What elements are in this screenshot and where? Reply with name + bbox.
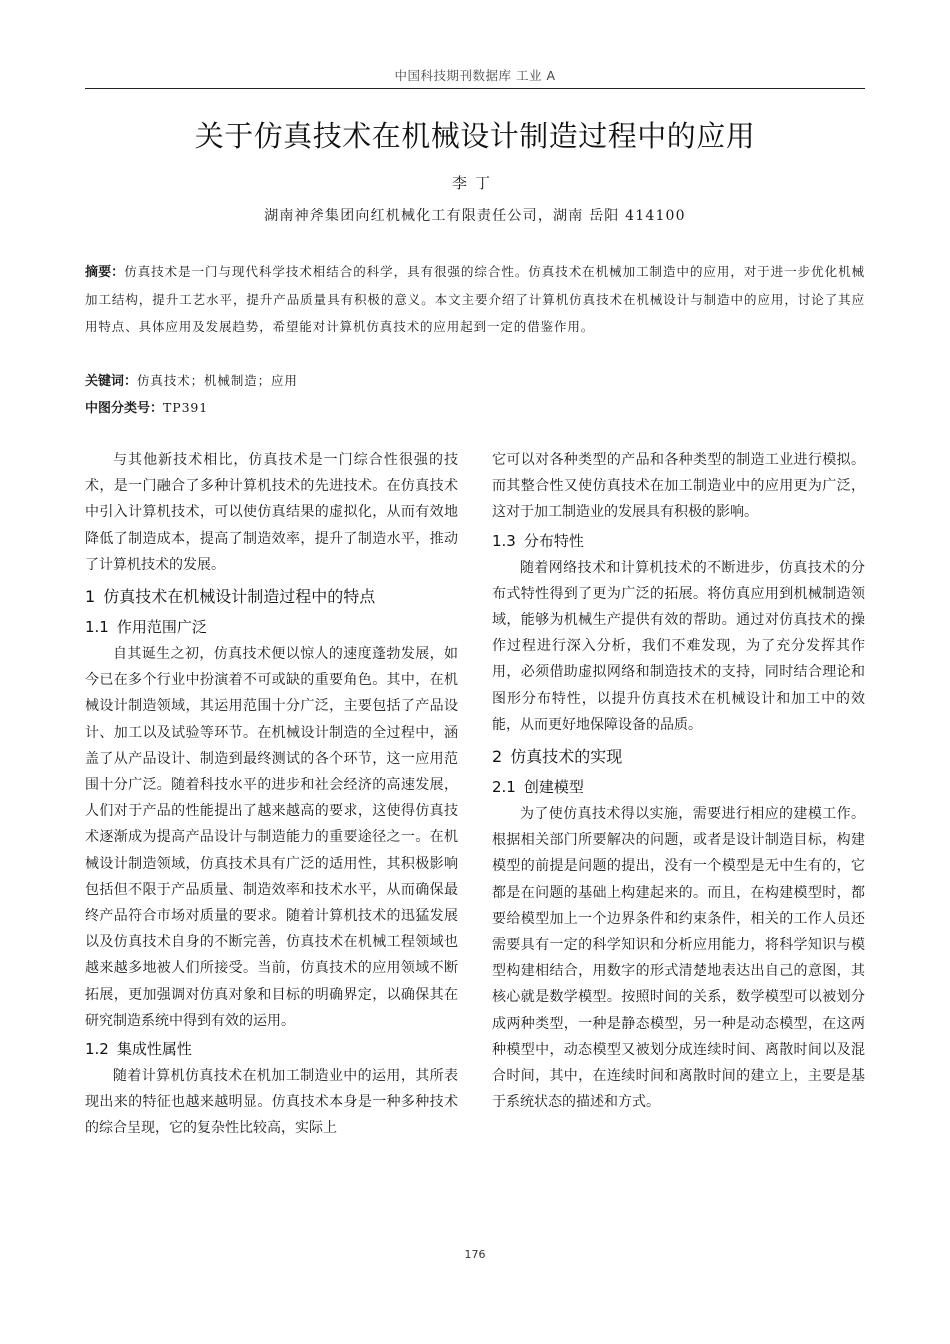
section-1-1-heading: 1.1 作用范围广泛: [85, 618, 207, 637]
page-number: 176: [464, 1248, 486, 1261]
abstract-text: 仿真技术是一门与现代科学技术相结合的科学，具有很强的综合性。仿真技术在机械加工制造中的应用，对于进一步优化机械加工结构，提升工艺水平，提升产品质量具有积极的意义。本文主要介绍了计算机仿真技术在机械设计与制造中的应用，讨论了其应用特点、具体应用及发展趋势，希望能对计算机仿真技术的应用起到一定的借鉴作用。: [85, 264, 865, 334]
section-2-1-paragraph: 为了使仿真技术得以实施，需要进行相应的建模工作。根据相关部门所要解决的问题，或者是设计制造目标，构建模型的前提是问题的提出，没有一个模型是无中生有的，它都是在问题的基础上构建起来的。而且，在构建模型时，都要给模型加上一个边界条件和约束条件，相关的工作人员还需要具有一定的科学知识和分析应用能力，将科学知识与模型构建相结合，用数字的形式清楚地表达出自己的意图，其核心就是数学模型。按照时间的关系，数学模型可以被划分成两种类型，一种是静态模型，另一种是动态模型，在这两种模型中，动态模型又被划分成连续时间、离散时间以及混合时间，其中，在连续时间和离散时间的建立上，主要是基于系统状态的描述和方式。: [492, 806, 865, 1111]
header-divider: [85, 88, 865, 89]
paper-title: 关于仿真技术在机械设计制造过程中的应用: [194, 119, 756, 153]
section-2-1-heading: 2.1 创建模型: [492, 778, 584, 797]
abstract-block: [85, 258, 865, 340]
journal-header: 中国科技期刊数据库 工业 A: [394, 68, 556, 83]
section-1-2-heading: 1.2 集成性属性: [85, 1040, 192, 1059]
keywords-label: 关键词：: [85, 374, 138, 389]
section-1-heading: 1 仿真技术在机械设计制造过程中的特点: [85, 587, 376, 607]
abstract-label: 摘要：: [85, 265, 125, 280]
classification-line: [85, 397, 208, 416]
section-1-2-paragraph-start: 随着计算机仿真技术在机加工制造业中的运用，其所表现出来的特征也越来越明显。仿真技术本身是一种多种技术的综合呈现，它的复杂性比较高，实际上: [85, 1068, 458, 1137]
classification-label: 中图分类号：: [85, 401, 164, 416]
section-1-3-heading: 1.3 分布特性: [492, 531, 584, 550]
intro-paragraph: 与其他新技术相比，仿真技术是一门综合性很强的技术，是一门融合了多种计算机技术的先进技术。在仿真技术中引入计算机技术，可以使仿真结果的虚拟化，从而有效地降低了制造成本，提高了制造效率，提升了制造水平，推动了计算机技术的发展。: [85, 452, 458, 573]
paper-author: 李丁: [451, 174, 498, 192]
classification-text: TP391: [163, 400, 209, 415]
keywords-line: [85, 370, 298, 389]
section-1-3-paragraph: 随着网络技术和计算机技术的不断进步，仿真技术的分布式特性得到了更为广泛的拓展。将仿真应用到机械制造领域，能够为机械生产提供有效的帮助。通过对仿真技术的操作过程进行深入分析，我们不难发现，为了充分发挥其作用，必须借助虚拟网络和制造技术的支持，同时结合理论和图形分布特性，以提升仿真技术在机械设计和加工中的效能，从而更好地保障设备的品质。: [492, 559, 865, 733]
section-1-2-paragraph-end: 它可以对各种类型的产品和各种类型的制造工业进行模拟。而其整合性又使仿真技术在加工制造业中的应用更为广泛，这对于加工制造业的发展具有积极的影响。: [492, 452, 865, 521]
left-column: [85, 447, 458, 1142]
right-column: [492, 447, 865, 1115]
keywords-text: 仿真技术；机械制造；应用: [137, 373, 298, 388]
section-1-1-paragraph: 自其诞生之初，仿真技术便以惊人的速度蓬勃发展，如今已在多个行业中扮演着不可或缺的重要角色。其中，在机械设计制造领域，其运用范围十分广泛，主要包括了产品设计、加工以及试验等环节。在机械设计制造的全过程中，涵盖了从产品设计、制造到最终测试的各个环节，这一应用范围十分广泛。随着科技水平的进步和社会经济的高速发展，人们对于产品的性能提出了越来越高的要求，这使得仿真技术逐渐成为提高产品设计与制造能力的重要途径之一。在机械设计制造领域，仿真技术具有广泛的适用性，其积极影响包括但不限于产品质量、制造效率和技术水平，从而确保最终产品符合市场对质量的要求。随着计算机技术的迅猛发展以及仿真技术自身的不断完善，仿真技术在机械工程领域也越来越多地被人们所接受。当前，仿真技术的应用领域不断拓展，更加强调对仿真对象和目标的明确界定，以确保其在研究制造系统中得到有效的运用。: [85, 646, 458, 1029]
section-2-heading: 2 仿真技术的实现: [492, 747, 623, 767]
author-affiliation: 湖南神斧集团向红机械化工有限责任公司，湖南 岳阳 414100: [264, 208, 686, 224]
